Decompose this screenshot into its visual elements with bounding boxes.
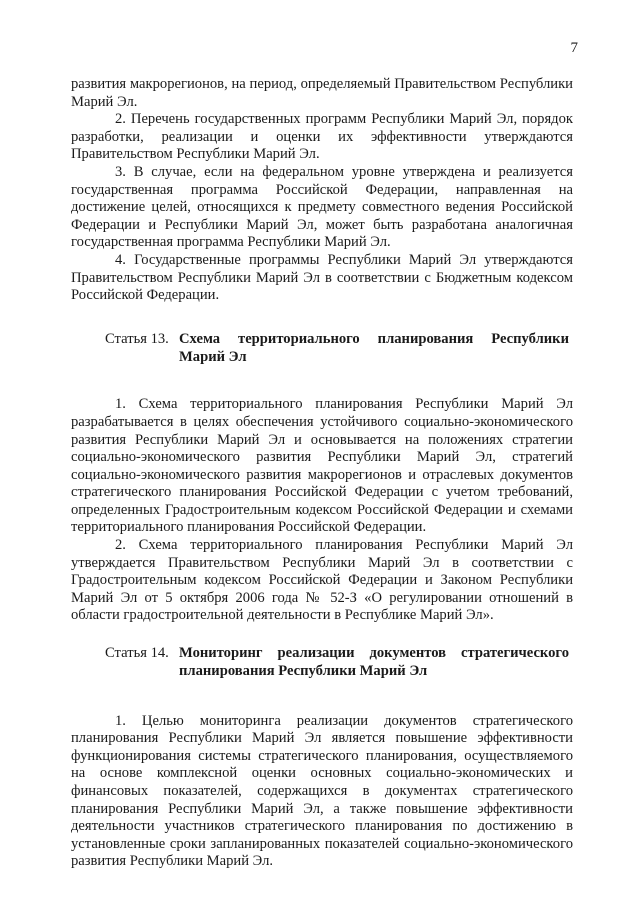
paragraph-12-2: 2. Перечень государственных программ Республики Марий Эл, порядок разработки, реализации и оценки их эффективности утверждаются Правительством Республики Марий Эл.	[71, 111, 573, 163]
document-body	[71, 76, 573, 871]
article-title: Мониторинг реализации документов стратегического планирования Республики Марий Эл	[179, 645, 569, 679]
page-number: 7	[570, 40, 578, 56]
paragraph-13-1: 1. Схема территориального планирования Республики Марий Эл разрабатывается в целях обеспечения устойчивого социально-экономического развития Республики Марий Эл и основывается на положениях стратегии социально-экономического развития Республики Марий Эл, стратегий социально-экономического развития макрорегионов и отраслевых документов стратегического планирования Российской Федерации с учетом требований, определенных Градостроительным кодексом Российской Федерации и схемами территориального планирования Российской Федерации.	[71, 396, 573, 536]
paragraph-continuation: развития макрорегионов, на период, определяемый Правительством Республики Марий Эл.	[71, 76, 573, 110]
article-label: Статья 14.	[105, 645, 169, 662]
paragraph-12-4: 4. Государственные программы Республики Марий Эл утверждаются Правительством Республики Марий Эл в соответствии с Бюджетным кодексом Российской Федерации.	[71, 251, 573, 304]
paragraph-13-2: 2. Схема территориального планирования Республики Марий Эл утверждается Правительством Республики Марий Эл в соответствии с Градостроительным кодексом Российской Федерации и Законом Республики Марий Эл от 5 октября 2006 года № 52-З «О регулировании отношений в области градостроительной деятельности в Республике Марий Эл».	[71, 537, 573, 624]
article-13-heading	[71, 331, 573, 367]
paragraph-14-1: 1. Целью мониторинга реализации документов стратегического планирования Республики Марий Эл является повышение эффективности функционирования системы стратегического планирования, осуществляемого на основе комплексной оценки основных социально-экономических и финансовых показателей, содержащихся в документах стратегического планирования Республики Марий Эл, а также повышение эффективности деятельности участников стратегического планирования по достижению в установленные сроки запланированных показателей социально-экономического развития Республики Марий Эл.	[71, 712, 573, 870]
article-label: Статья 13.	[105, 330, 169, 347]
article-title: Схема территориального планирования Республики Марий Эл	[179, 330, 569, 365]
article-14-heading	[71, 645, 573, 681]
paragraph-12-3: 3. В случае, если на федеральном уровне утверждена и реализуется государственная программа Российской Федерации, направленная на достижение целей, относящихся к предмету совместного ведения Российской Федерации и Республики Марий Эл, может быть разработана аналогичная государственная программа Республики Марий Эл.	[71, 163, 573, 251]
